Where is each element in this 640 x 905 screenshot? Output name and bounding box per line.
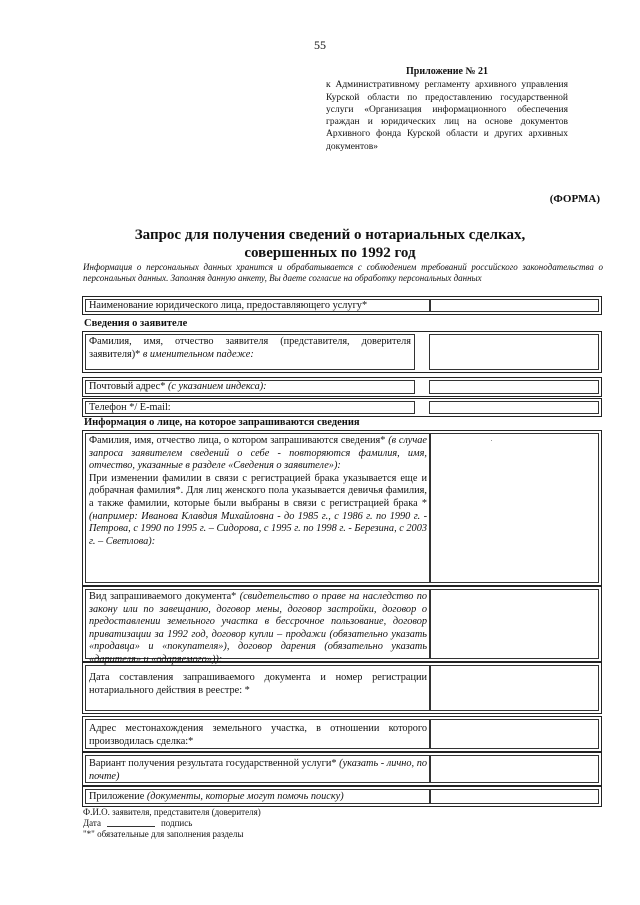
org-name-label: Наименование юридического лица, предоставляющего услугу*	[85, 299, 431, 312]
postal-field[interactable]	[429, 380, 599, 394]
land-address-row	[82, 716, 602, 752]
result-label: Вариант получения результата государственной услуги*	[89, 758, 337, 769]
phone-row	[82, 398, 602, 417]
result-row	[82, 752, 602, 786]
applicant-fio-hint: в именительном падеже:	[142, 348, 254, 360]
footer	[83, 807, 261, 840]
doc-type-hint: (свидетельство о праве на наследство по закону или по завещанию, договор мены, договор застройки, договор о предоставлении земельного участка в бессрочное пользование, договор приватизации за 1992 год, договор купли – продажи (обязательно указать «продавца» и «покупателя»), договор дарения (обязательно указать «дарителя» и «одаряемого»)):	[89, 591, 427, 665]
attachment-field[interactable]	[429, 789, 599, 804]
doc-date-field[interactable]	[429, 665, 599, 711]
appendix-title: Приложение № 21	[405, 66, 489, 77]
land-address-field[interactable]	[429, 719, 599, 749]
title-line-2: совершенных по 1992 год	[244, 245, 416, 261]
sign-label: подпись	[160, 818, 193, 828]
doc-date-row	[82, 662, 602, 714]
document-title	[110, 226, 550, 262]
appendix-block	[326, 66, 568, 153]
name-change-example: (например: Иванова Клавдия Михайловна - до 1985 г., с 1986 г. по 1990 г. - Петрова, с 1990 по 1995 г. – Сидорова, с 1995 г. по 1998 г. - Березина, с 2003 г. – Светлова):	[89, 510, 427, 547]
person-fio-cell	[85, 433, 431, 583]
date-sign-line	[83, 818, 261, 829]
appendix-text: к Административному регламенту архивного управления Курской области по предоставлению государственной услуги «Организация информационного обеспечения граждан и юридических лиц на основе документов Архивного фонда Курской области и других архивных документов»	[326, 80, 568, 152]
postal-hint: (с указанием индекса):	[167, 381, 267, 392]
doc-type-field[interactable]	[429, 589, 599, 659]
phone-label: Телефон */ E-mail:	[85, 401, 415, 414]
applicant-fio-row	[82, 331, 602, 373]
name-change-text: При изменении фамилии в связи с регистрацией брака указывается еще и добрачная фамилия*. Для лиц женского пола указывается девичья фамилия, а также фамилии, которые были выбраны в связи с регистрацией брака *	[89, 472, 427, 509]
result-cell	[85, 755, 431, 783]
applicant-fio-label: Фамилия, имя, отчество заявителя (представителя, доверителя заявителя)*	[89, 336, 411, 360]
person-fio-label: Фамилия, имя, отчество лица, о котором запрашиваются сведения*	[89, 435, 386, 446]
attachment-hint: (документы, которые могут помочь поиску)	[146, 791, 344, 802]
doc-type-row	[82, 586, 602, 665]
org-name-field[interactable]	[429, 299, 599, 312]
date-blank[interactable]	[107, 826, 155, 827]
title-line-1: Запрос для получения сведений о нотариальных сделках,	[134, 227, 526, 243]
signer-label: Ф.И.О. заявителя, представителя (доверителя)	[83, 807, 261, 817]
required-note: "*" обязательные для заполнения разделы	[83, 829, 244, 839]
form-label: (ФОРМА)	[549, 193, 600, 205]
org-name-row	[82, 296, 602, 315]
attachment-cell	[85, 789, 431, 804]
date-label: Дата	[83, 818, 101, 828]
result-hint: (указать - лично, по почте)	[89, 758, 428, 782]
land-address-label: Адрес местонахождения земельного участка, в отношении которого производилась сделка:*	[85, 719, 431, 749]
applicant-section-title: Сведения о заявителе	[84, 318, 188, 329]
person-section-title: Информация о лице, на которое запрашиваются сведения	[84, 417, 360, 428]
page-number: 55	[314, 38, 326, 52]
postal-label: Почтовый адрес*	[89, 381, 166, 392]
applicant-fio-cell	[85, 334, 415, 370]
postal-cell	[85, 380, 415, 394]
person-fio-hint: (в случае запроса заявителем сведений о себе - повторяются фамилия, имя, отчество, указанные в разделе «Сведения о заявителе»):	[89, 435, 427, 472]
doc-type-cell	[85, 589, 431, 665]
attachment-label: Приложение	[89, 791, 145, 802]
privacy-note: Информация о персональных данных хранится и обрабатывается с соблюдением требований российского законодательства о персональных данных. Заполняя данную анкету, Вы даете согласие на обработку персональных данных	[83, 262, 603, 284]
person-fio-field[interactable]	[429, 433, 599, 583]
person-fio-row	[82, 430, 602, 586]
result-field[interactable]	[429, 755, 599, 783]
doc-type-label: Вид запрашиваемого документа*	[89, 591, 237, 602]
phone-field[interactable]	[429, 401, 599, 414]
postal-row	[82, 377, 602, 397]
applicant-fio-field[interactable]	[429, 334, 599, 370]
attachment-row	[82, 786, 602, 807]
doc-date-label: Дата составления запрашиваемого документа и номер регистрации нотариального действия в реестре: *	[85, 665, 431, 711]
scan-speck	[491, 440, 492, 441]
